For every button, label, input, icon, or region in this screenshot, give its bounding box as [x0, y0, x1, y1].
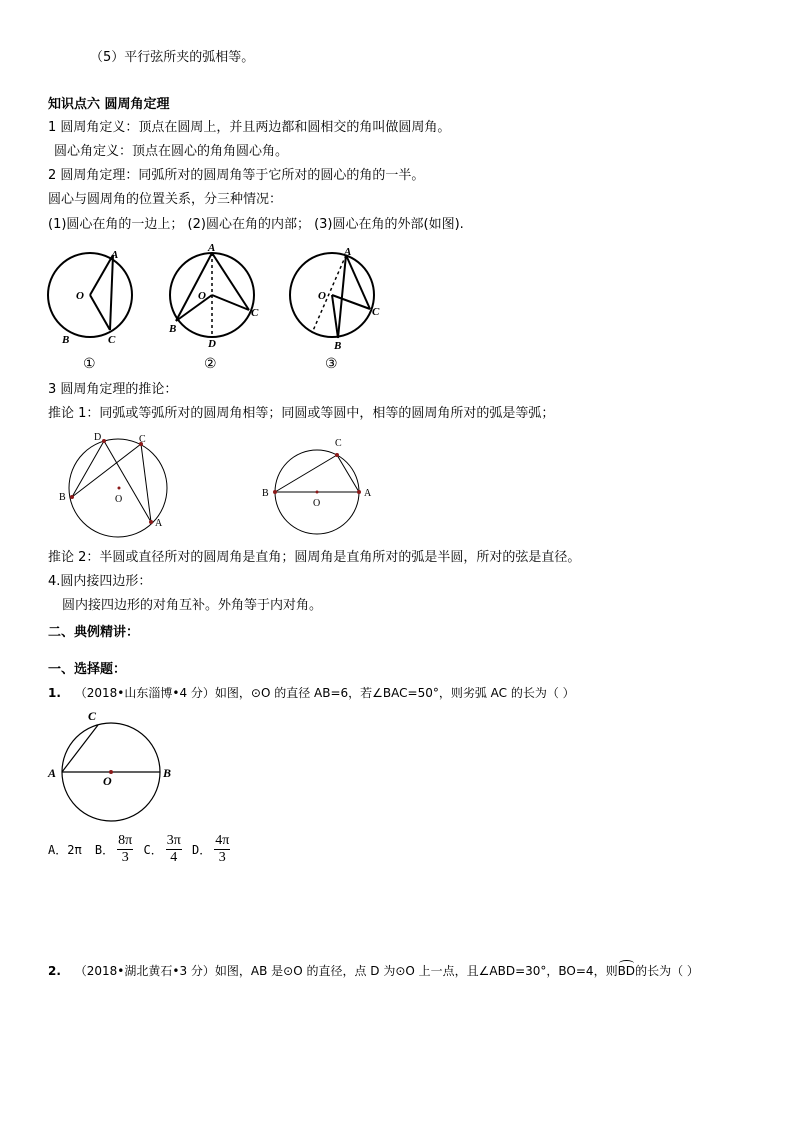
option-c-fraction: $\frac{3\pi}{4}$ [166, 833, 181, 865]
section-heading: 一、选择题： [48, 662, 127, 677]
label-c: C [139, 434, 146, 445]
label-o: O [318, 290, 326, 302]
label-d: D [94, 432, 102, 443]
question-number: 1. [48, 686, 61, 700]
figure-circle-5 [255, 432, 380, 537]
text-line: 2 圆周角定理：同弧所对的圆周角等于它所对的圆心的角的一半。 [48, 168, 425, 183]
option-d-fraction: $\frac{4\pi}{3}$ [215, 833, 230, 865]
label-c: C [108, 334, 116, 346]
option-c-label[interactable]: C． [143, 843, 163, 857]
label-a: A [48, 766, 57, 780]
text-line: 推论 2：半圆或直径所对的圆周角是直角；圆周角是直角所对的弧是半圆，所对的弦是直径。 [48, 550, 581, 565]
label-a: A [344, 246, 352, 258]
answer-options [48, 833, 233, 866]
text-line: 圆内接四边形的对角互补。外角等于内对角。 [62, 598, 323, 613]
text-line: 推论 1：同弧或等弧所对的圆周角相等；同圆或等圆中，相等的圆周角所对的弧是等弧； [48, 406, 555, 421]
label-o: O [198, 290, 206, 302]
label-o: O [115, 494, 123, 505]
question-number: 2. [48, 964, 61, 978]
figure-caption: ③ [325, 357, 338, 372]
option-b-label[interactable]: B． [94, 843, 115, 857]
question-text-end: 的长为（ ） [635, 964, 699, 978]
figure-circle-2 [162, 242, 272, 372]
text-line: 3 圆周角定理的推论： [48, 382, 178, 397]
label-c: C [88, 709, 97, 723]
label-d: D [208, 338, 216, 350]
label-a: A [111, 249, 119, 261]
text-line: 1 圆周角定义：顶点在圆周上，并且两边都和圆相交的角叫做圆周角。 [48, 120, 451, 135]
figure-circle-1 [40, 249, 140, 372]
label-c: C [372, 306, 380, 318]
label-o: O [103, 774, 112, 788]
label-o: O [76, 290, 84, 302]
label-b: B [62, 334, 70, 346]
label-c: C [335, 438, 342, 449]
label-b: B [59, 492, 66, 503]
option-d-label[interactable]: D． [192, 843, 212, 857]
figure-circle-4 [55, 428, 175, 538]
label-a: A [364, 488, 372, 499]
figure-circle-6 [45, 708, 185, 826]
text-line: 圆心与圆周角的位置关系，分三种情况： [48, 192, 283, 207]
question-1 [48, 685, 575, 701]
label-a: A [208, 242, 216, 254]
text-line: 4.圆内接四边形： [48, 574, 152, 589]
text-line: （5）平行弦所夹的弧相等。 [90, 50, 255, 65]
label-b: B [163, 766, 172, 780]
figure-caption: ② [204, 357, 217, 372]
label-c: C [251, 307, 259, 319]
arc-bd: BD [617, 964, 636, 978]
question-2 [48, 963, 699, 979]
label-b: B [334, 340, 342, 352]
figure-circle-3 [282, 245, 392, 372]
question-text: （2018•山东淄博•4 分）如图，⊙O 的直径 AB=6，若∠BAC=50°，则劣弧 AC 的长为（ ） [74, 686, 575, 700]
option-a[interactable]: A．2π [48, 843, 82, 857]
label-a: A [155, 518, 163, 529]
label-b: B [169, 323, 177, 335]
option-b-fraction: $\frac{8\pi}{3}$ [118, 833, 133, 865]
section-heading: 二、典例精讲： [48, 625, 140, 640]
question-text: （2018•湖北黄石•3 分）如图，AB 是⊙O 的直径，点 D 为⊙O 上一点，且∠ABD=30°，BO=4，则 [74, 964, 618, 978]
label-b: B [262, 488, 269, 499]
text-line: 圆心角定义：顶点在圆心的角角圆心角。 [54, 144, 289, 159]
label-o: O [313, 498, 321, 509]
section-heading: 知识点六 圆周角定理 [48, 97, 170, 112]
text-line: (1)圆心在角的一边上； (2)圆心在角的内部； (3)圆心在角的外部(如图). [48, 217, 464, 232]
figure-caption: ① [83, 357, 96, 372]
